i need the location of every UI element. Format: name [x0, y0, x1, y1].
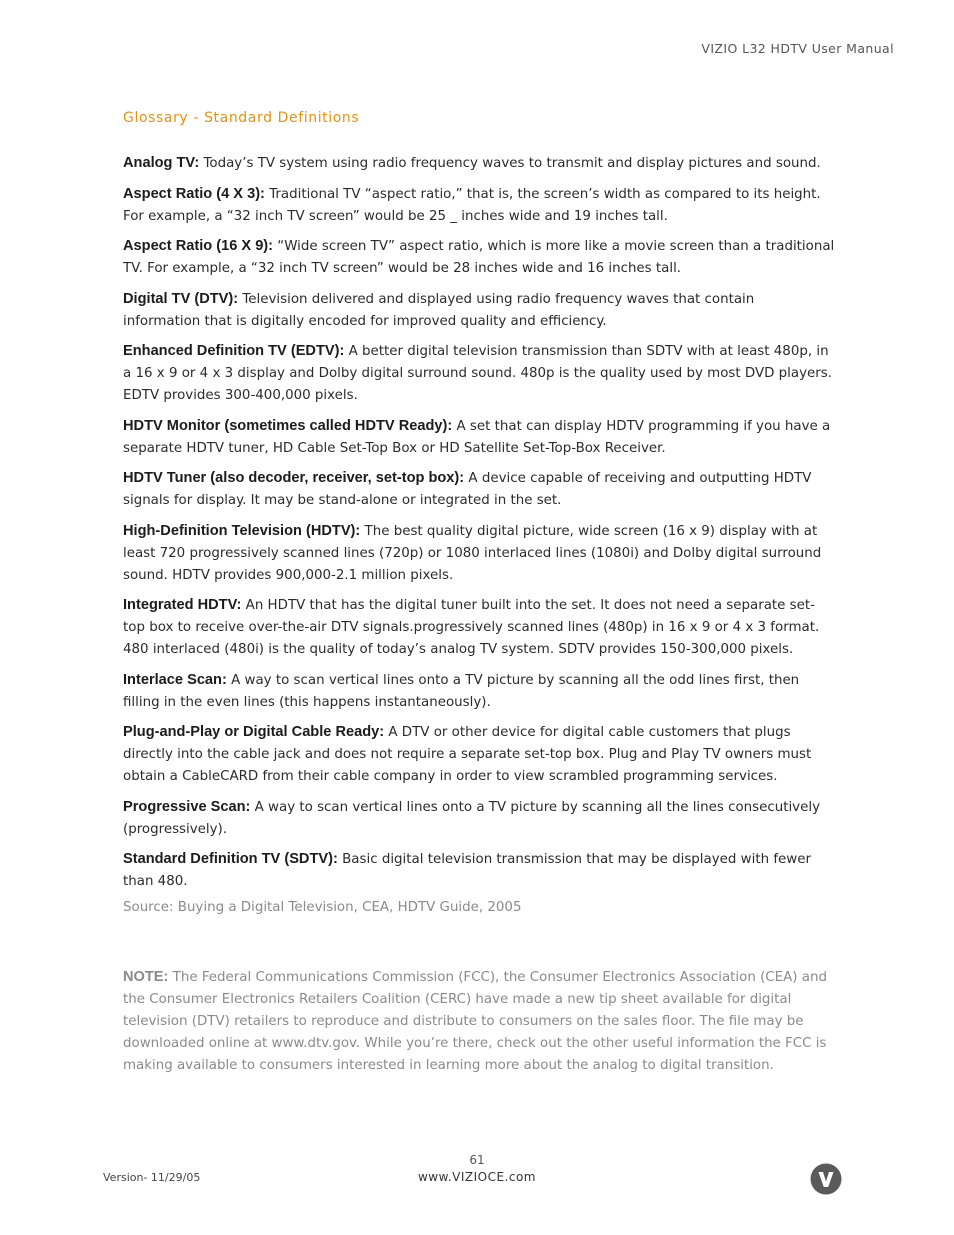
- glossary-entry-integrated-hdtv: [123, 594, 835, 661]
- glossary-entry-analog-tv: [123, 152, 835, 175]
- glossary-term: Aspect Ratio (16 X 9):: [123, 238, 274, 254]
- note-label: NOTE:: [123, 969, 169, 985]
- glossary-definition: A better digital television transmission than SDTV with at least 480p, in a 16 x 9 or 4 x 3 display and Dolby digital surround sound. 480p is the quality used by most DVD players. EDTV provides 300-400,000 pixels.: [123, 344, 833, 403]
- glossary-term: HDTV Tuner (also decoder, receiver, set-top box):: [123, 470, 465, 486]
- website-link[interactable]: www.VIZIOCE.com: [417, 1170, 536, 1184]
- header-title: VIZIO L32 HDTV User Manual: [701, 41, 894, 56]
- glossary-term: Progressive Scan:: [123, 798, 251, 815]
- version-label: Version- 11/29/05: [103, 1171, 201, 1184]
- glossary-entry-edtv: [123, 340, 835, 407]
- glossary-entry-digital-tv: [123, 288, 835, 333]
- glossary-term: Plug-and-Play or Digital Cable Ready:: [123, 724, 385, 740]
- note-block: [123, 966, 835, 1077]
- glossary-term: Analog TV:: [123, 155, 200, 171]
- glossary-definition: An HDTV that has the digital tuner built into the set. It does not need a separate set-top box to receive over-the-air DTV signals.progressively scanned lines (480p) in 16 x 9 or 4 x 3 format. 480 interlaced (480i) is the quality of today’s analog TV system. SDTV provides 150-300,000 pixels.: [123, 598, 820, 657]
- section-title: Glossary - Standard Definitions: [123, 110, 360, 126]
- glossary-entry-hdtv-tuner: [123, 467, 835, 512]
- vizio-v-logo-icon: [810, 1163, 842, 1195]
- glossary-term: HDTV Monitor (sometimes called HDTV Ready):: [123, 417, 453, 434]
- glossary-definition: Basic digital television transmission that may be displayed with fewer than 480.: [123, 852, 811, 889]
- glossary-definition: “Wide screen TV” aspect ratio, which is more like a movie screen than a traditional TV. For example, a “32 inch TV screen” would be 28 inches wide and 16 inches tall.: [123, 239, 835, 276]
- glossary-definition: Television delivered and displayed using radio frequency waves that contain information that is digitally encoded for improved quality and efficiency.: [123, 291, 755, 329]
- glossary-entry-hdtv-monitor: [123, 415, 835, 460]
- glossary-term: High-Definition Television (HDTV):: [123, 522, 361, 539]
- glossary-entry-aspect-16x9: [123, 235, 835, 280]
- glossary-definition: A device capable of receiving and outputting HDTV signals for display. It may be stand-alone or integrated in the set.: [123, 471, 812, 508]
- glossary-entry-interlace-scan: [123, 669, 835, 714]
- glossary-term: Digital TV (DTV):: [123, 290, 239, 307]
- glossary-definition: Traditional TV “aspect ratio,” that is, the screen’s width as compared to its height. For example, a “32 inch TV screen” would be 25 _ inches wide and 19 inches tall.: [123, 186, 821, 224]
- glossary-entry-aspect-4x3: [123, 183, 835, 228]
- source-citation: Source: Buying a Digital Television, CEA, HDTV Guide, 2005: [123, 900, 522, 915]
- glossary-definition: The best quality digital picture, wide screen (16 x 9) display with at least 720 progressively scanned lines (720p) or 1080 interlaced lines (1080i) and Dolby digital surround sound. HDTV provides 900,000-2.1 million pixels.: [123, 523, 822, 583]
- note-text: The Federal Communications Commission (FCC), the Consumer Electronics Association (CEA) and the Consumer Electronics Retailers Coalition (CERC) have made a new tip sheet available for digital television (DTV) retailers to reproduce and distribute to consumers on the sales floor. The file may be downloaded online at www.dtv.gov. While you’re there, check out the other useful information the FCC is making available to consumers interested in learning more about the analog to digital transition.: [123, 970, 827, 1073]
- glossary-term: Enhanced Definition TV (EDTV):: [123, 343, 345, 359]
- glossary-definition: A set that can display HDTV programming if you have a separate HDTV tuner, HD Cable Set-Top Box or HD Satellite Set-Top-Box Receiver.: [123, 418, 831, 456]
- glossary-term: Aspect Ratio (4 X 3):: [123, 185, 265, 202]
- glossary-term: Integrated HDTV:: [123, 597, 242, 613]
- glossary-term: Standard Definition TV (SDTV):: [123, 851, 338, 867]
- glossary-entry-plug-and-play: [123, 721, 835, 788]
- glossary-term: Interlace Scan:: [123, 671, 227, 688]
- glossary-entry-progressive-scan: [123, 796, 835, 841]
- glossary-definition: A way to scan vertical lines onto a TV picture by scanning all the odd lines first, then filling in the even lines (this happens instantaneously).: [123, 672, 800, 710]
- glossary-definition: Today’s TV system using radio frequency waves to transmit and display pictures and sound.: [203, 156, 821, 171]
- glossary-list: [123, 152, 835, 901]
- glossary-entry-sdtv: [123, 848, 835, 893]
- glossary-definition: A DTV or other device for digital cable customers that plugs directly into the cable jack and does not require a separate set-top box. Plug and Play TV owners must obtain a CableCARD from their cable company in order to view scrambled programming services.: [123, 725, 812, 784]
- page-number: 61: [469, 1153, 485, 1167]
- glossary-definition: A way to scan vertical lines onto a TV picture by scanning all the lines consecutively (progressively).: [123, 799, 820, 837]
- glossary-entry-hdtv: [123, 520, 835, 587]
